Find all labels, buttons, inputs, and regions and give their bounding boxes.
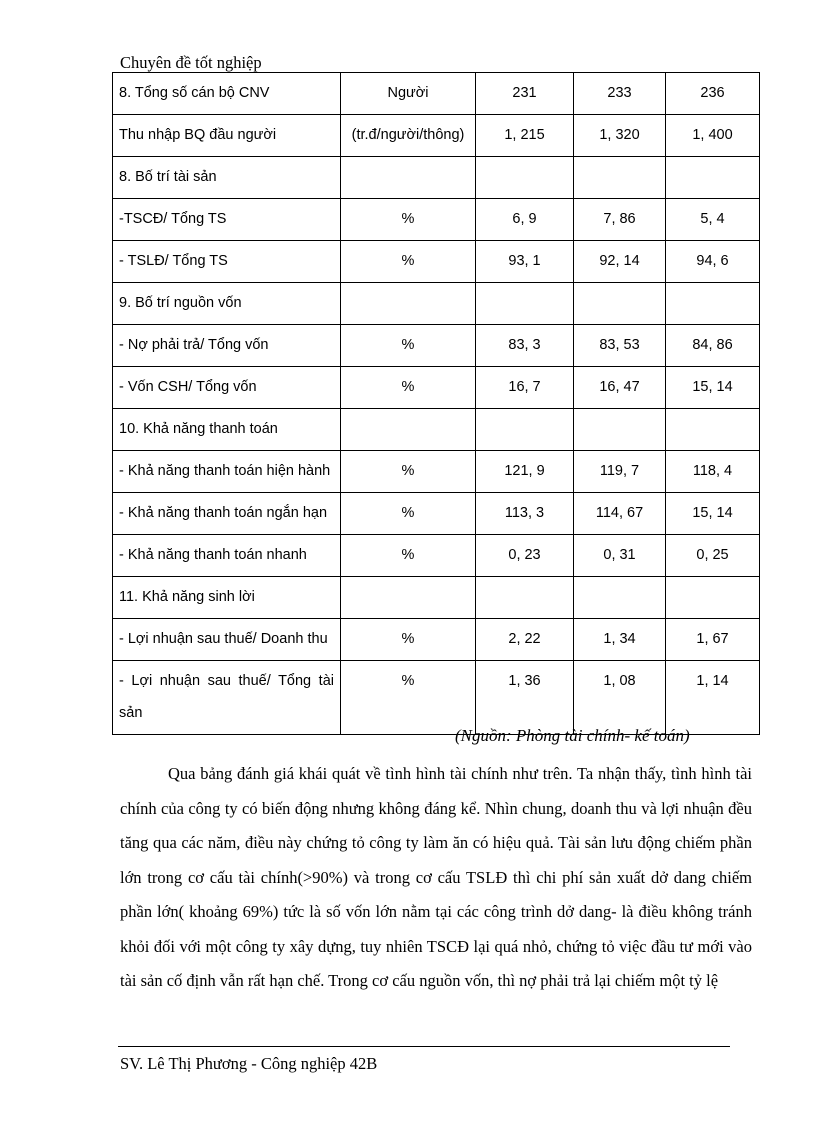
table-row [113,157,760,199]
row-unit-cell: (tr.đ/người/thông) [341,115,476,157]
table-body [113,73,760,735]
row-value-year3-cell: 15, 14 [666,367,760,409]
table-row [113,367,760,409]
table-row [113,619,760,661]
row-value-year2-cell: 16, 47 [574,367,666,409]
row-label-cell: - Lợi nhuận sau thuế/ Tổng tài sản [113,661,341,735]
row-value-year1-cell: 2, 22 [476,619,574,661]
row-value-year2-cell: 1, 34 [574,619,666,661]
table-row [113,73,760,115]
row-value-year1-cell: 231 [476,73,574,115]
analysis-paragraph: Qua bảng đánh giá khái quát về tình hình tài chính như trên. Ta nhận thấy, tình hình tài chính của công ty có biến động nhưng không đáng kể. Nhìn chung, doanh thu và lợi nhuận đều tăng qua các năm, điều này chứng tỏ công ty làm ăn có hiệu quả. Tài sản lưu động chiếm phần lớn trong cơ cấu tài chính(>90%) và trong cơ cấu TSLĐ thì chi phí sản xuất dở dang chiếm phần lớn( khoảng 69%) tức là số vốn lớn nằm tại các công trình dở dang- là điều không tránh khỏi đối với một công ty xây dựng, tuy nhiên TSCĐ lại quá nhỏ, chứng tỏ việc đầu tư mới vào tài sản cố định vẫn rất hạn chế. Trong cơ cấu nguồn vốn, thì nợ phải trả lại chiếm một tỷ lệ [120,764,752,990]
row-value-year3-cell: 236 [666,73,760,115]
row-unit-cell: % [341,325,476,367]
footer-divider [118,1046,730,1047]
table-source-note: (Nguồn: Phòng tài chính- kế toán) [455,726,690,745]
row-label-cell: - Vốn CSH/ Tổng vốn [113,367,341,409]
table-row [113,535,760,577]
row-value-year3-cell: 5, 4 [666,199,760,241]
row-value-year3-cell [666,157,760,199]
row-label-cell: Thu nhập BQ đầu người [113,115,341,157]
row-value-year1-cell [476,409,574,451]
row-value-year2-cell: 119, 7 [574,451,666,493]
row-value-year3-cell: 0, 25 [666,535,760,577]
table-row [113,283,760,325]
row-value-year3-cell [666,283,760,325]
row-label-cell: 9. Bố trí nguồn vốn [113,283,341,325]
row-label-cell: - Khả năng thanh toán hiện hành [113,451,341,493]
row-value-year2-cell: 1, 08 [574,661,666,735]
row-value-year2-cell: 114, 67 [574,493,666,535]
row-value-year2-cell [574,283,666,325]
row-value-year3-cell [666,577,760,619]
row-value-year3-cell: 94, 6 [666,241,760,283]
row-value-year2-cell: 83, 53 [574,325,666,367]
document-header-title: Chuyên đề tốt nghiệp [120,53,262,72]
row-label-cell: 10. Khả năng thanh toán [113,409,341,451]
row-unit-cell: % [341,493,476,535]
table-row [113,241,760,283]
table-row [113,661,760,735]
row-value-year2-cell [574,409,666,451]
row-value-year1-cell: 1, 215 [476,115,574,157]
row-value-year2-cell: 1, 320 [574,115,666,157]
row-value-year3-cell [666,409,760,451]
row-unit-cell: % [341,619,476,661]
table-row [113,199,760,241]
row-unit-cell: % [341,535,476,577]
row-value-year2-cell: 0, 31 [574,535,666,577]
table-row [113,493,760,535]
row-label-cell: 11. Khả năng sinh lời [113,577,341,619]
row-label-cell: 8. Tổng số cán bộ CNV [113,73,341,115]
table-row [113,115,760,157]
row-label-cell: 8. Bố trí tài sản [113,157,341,199]
row-value-year1-cell: 16, 7 [476,367,574,409]
row-value-year3-cell: 118, 4 [666,451,760,493]
row-value-year2-cell: 7, 86 [574,199,666,241]
row-unit-cell [341,409,476,451]
row-unit-cell: % [341,451,476,493]
financial-indicators-table [112,72,760,735]
row-value-year2-cell [574,157,666,199]
row-value-year2-cell [574,577,666,619]
row-unit-cell [341,577,476,619]
row-unit-cell [341,157,476,199]
row-unit-cell: % [341,241,476,283]
row-label-cell: - Nợ phải trả/ Tổng vốn [113,325,341,367]
row-value-year1-cell [476,283,574,325]
row-label-cell: -TSCĐ/ Tổng TS [113,199,341,241]
row-unit-cell [341,283,476,325]
table-row [113,409,760,451]
row-label-cell: - TSLĐ/ Tổng TS [113,241,341,283]
footer-author: SV. Lê Thị Phương - Công nghiệp 42B [120,1054,378,1073]
row-label-cell: - Lợi nhuận sau thuế/ Doanh thu [113,619,341,661]
table-row [113,577,760,619]
row-value-year3-cell: 1, 400 [666,115,760,157]
row-value-year2-cell: 233 [574,73,666,115]
row-value-year3-cell: 1, 14 [666,661,760,735]
row-value-year3-cell: 84, 86 [666,325,760,367]
row-value-year1-cell: 93, 1 [476,241,574,283]
row-value-year1-cell: 0, 23 [476,535,574,577]
row-value-year1-cell: 121, 9 [476,451,574,493]
row-value-year1-cell [476,157,574,199]
row-unit-cell: % [341,199,476,241]
row-unit-cell: % [341,367,476,409]
row-value-year2-cell: 92, 14 [574,241,666,283]
table-row [113,451,760,493]
row-value-year1-cell: 83, 3 [476,325,574,367]
row-label-cell: - Khả năng thanh toán nhanh [113,535,341,577]
row-value-year1-cell [476,577,574,619]
row-value-year3-cell: 1, 67 [666,619,760,661]
row-unit-cell: Người [341,73,476,115]
row-value-year1-cell: 113, 3 [476,493,574,535]
row-value-year1-cell: 6, 9 [476,199,574,241]
row-label-cell: - Khả năng thanh toán ngắn hạn [113,493,341,535]
row-value-year3-cell: 15, 14 [666,493,760,535]
row-unit-cell: % [341,661,476,735]
row-value-year1-cell: 1, 36 [476,661,574,735]
table-row [113,325,760,367]
